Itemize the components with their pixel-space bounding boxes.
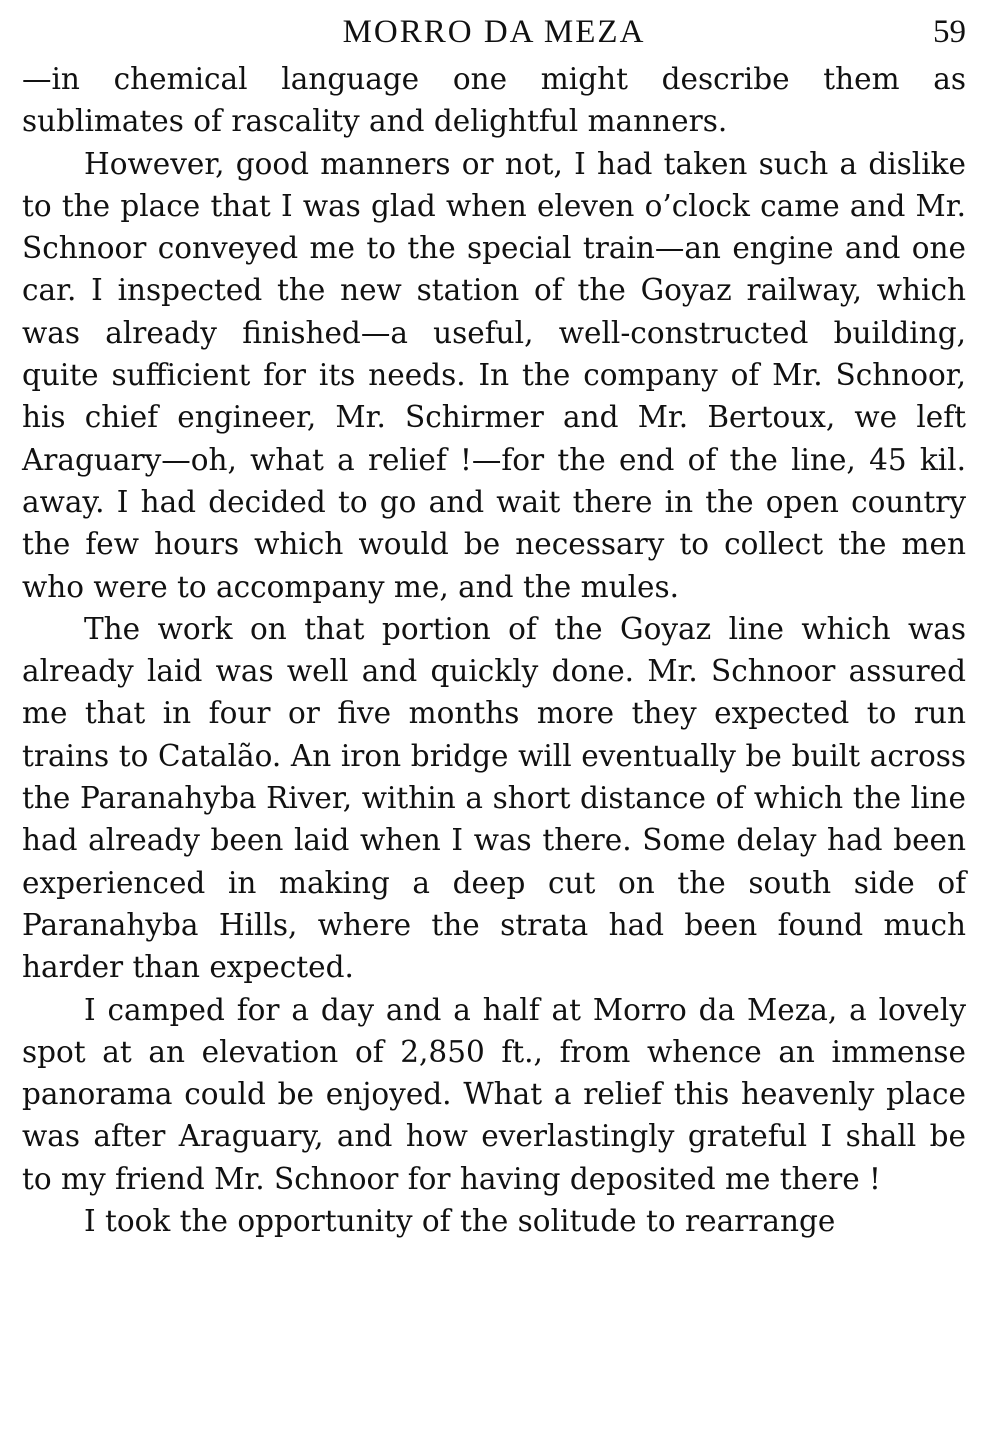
running-title: MORRO DA MEZA [342, 14, 646, 50]
paragraph: I took the opportunity of the solitude to rearrange [84, 1204, 836, 1239]
running-head [22, 14, 966, 58]
paragraph: —in chemical language one might describe them as sublimates of rascality and delightful manners. [22, 62, 966, 139]
paragraph: I camped for a day and a half at Morro da Meza, a lovely spot at an elevation of 2,850 ft., from whence an immense panorama could be enjoyed. What a relief this heavenly place was after Araguary, and how everlastingly grateful I shall be to my friend Mr. Schnoor for having deposited me there ! [22, 992, 966, 1196]
paragraph: The work on that portion of the Goyaz line which was already laid was well and quickly done. Mr. Schnoor assured me that in four or five months more they expected to run trains to Catalão. An iron bridge will eventually be built across the Paranahyba River, within a short distance of which the line had already been laid when I was there. Some delay had been experienced in making a deep cut on the south side of Paranahyba Hills, where the strata had been found much harder than expected. [22, 611, 966, 985]
book-page [22, 14, 966, 1242]
paragraph: However, good manners or not, I had taken such a dislike to the place that I was glad when eleven o’clock came and Mr. Schnoor conveyed me to the special train—an engine and one car. I inspected the new station of the Goyaz railway, which was already finished—a useful, well-constructed building, quite sufficient for its needs. In the company of Mr. Schnoor, his chief engineer, Mr. Schirmer and Mr. Bertoux, we left Araguary—oh, what a relief !—for the end of the line, 45 kil. away. I had decided to go and wait there in the open country the few hours which would be necessary to collect the men who were to accompany me, and the mules. [22, 146, 966, 604]
body-text [22, 58, 966, 1242]
page-number: 59 [933, 14, 966, 50]
